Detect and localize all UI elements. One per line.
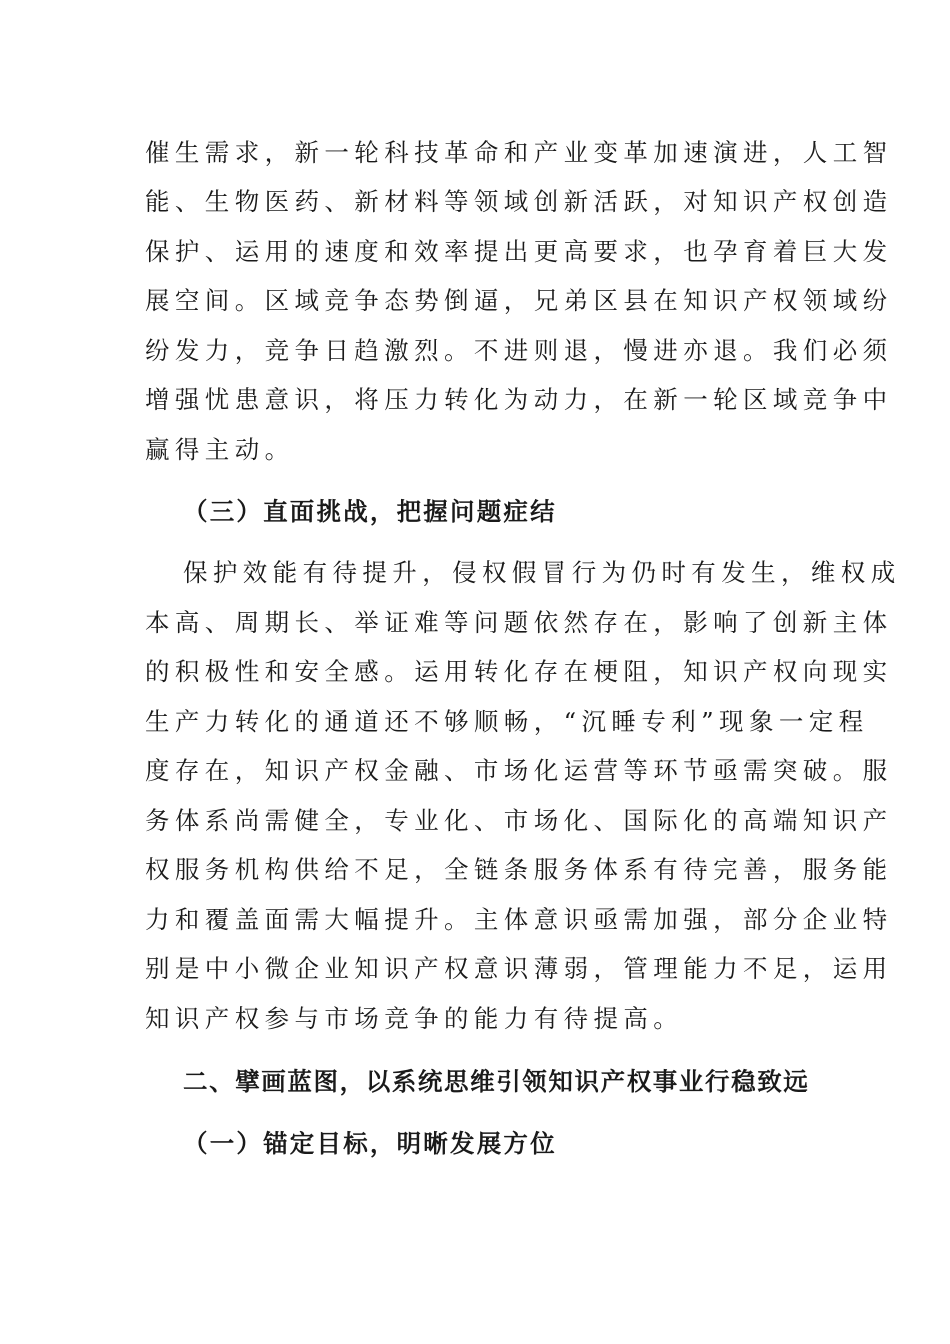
paragraph-line: 本高、周期长、举证难等问题依然存在，影响了创新主体	[145, 608, 893, 637]
paragraph-line: 纷发力，竞争日趋激烈。不进则退，慢进亦退。我们必须	[145, 336, 893, 365]
paragraph-line: 度存在，知识产权金融、市场化运营等环节亟需突破。服	[145, 756, 893, 785]
paragraph-line: 知识产权参与市场竞争的能力有待提高。	[145, 1004, 684, 1033]
paragraph-line: 催生需求，新一轮科技革命和产业变革加速演进，人工智	[145, 138, 893, 167]
paragraph-line: 增强忧患意识，将压力转化为动力，在新一轮区域竞争中	[145, 385, 893, 414]
paragraph-line: 生产力转化的通道还不够顺畅，“沉睡专利”现象一定程	[145, 707, 869, 736]
section-heading-2: 二、擘画蓝图，以系统思维引领知识产权事业行稳致远	[183, 1067, 810, 1096]
paragraph-line: 权服务机构供给不足，全链条服务体系有待完善，服务能	[145, 855, 893, 884]
subsection-heading-3: （三）直面挑战，把握问题症结	[183, 497, 557, 526]
paragraph-line: 力和覆盖面需大幅提升。主体意识亟需加强，部分企业特	[145, 905, 893, 934]
paragraph-line: 保护、运用的速度和效率提出更高要求，也孕育着巨大发	[145, 237, 893, 266]
paragraph-line: 展空间。区域竞争态势倒逼，兄弟区县在知识产权领域纷	[145, 286, 893, 315]
subsection-heading-1: （一）锚定目标，明晰发展方位	[183, 1129, 557, 1158]
paragraph-line: 赢得主动。	[145, 435, 295, 464]
paragraph-line: 别是中小微企业知识产权意识薄弱，管理能力不足，运用	[145, 954, 893, 983]
paragraph-line: 保护效能有待提升，侵权假冒行为仍时有发生，维权成	[183, 558, 901, 587]
paragraph-line: 的积极性和安全感。运用转化存在梗阻，知识产权向现实	[145, 657, 893, 686]
paragraph-line: 务体系尚需健全，专业化、市场化、国际化的高端知识产	[145, 806, 893, 835]
paragraph-line: 能、生物医药、新材料等领域创新活跃，对知识产权创造	[145, 187, 893, 216]
